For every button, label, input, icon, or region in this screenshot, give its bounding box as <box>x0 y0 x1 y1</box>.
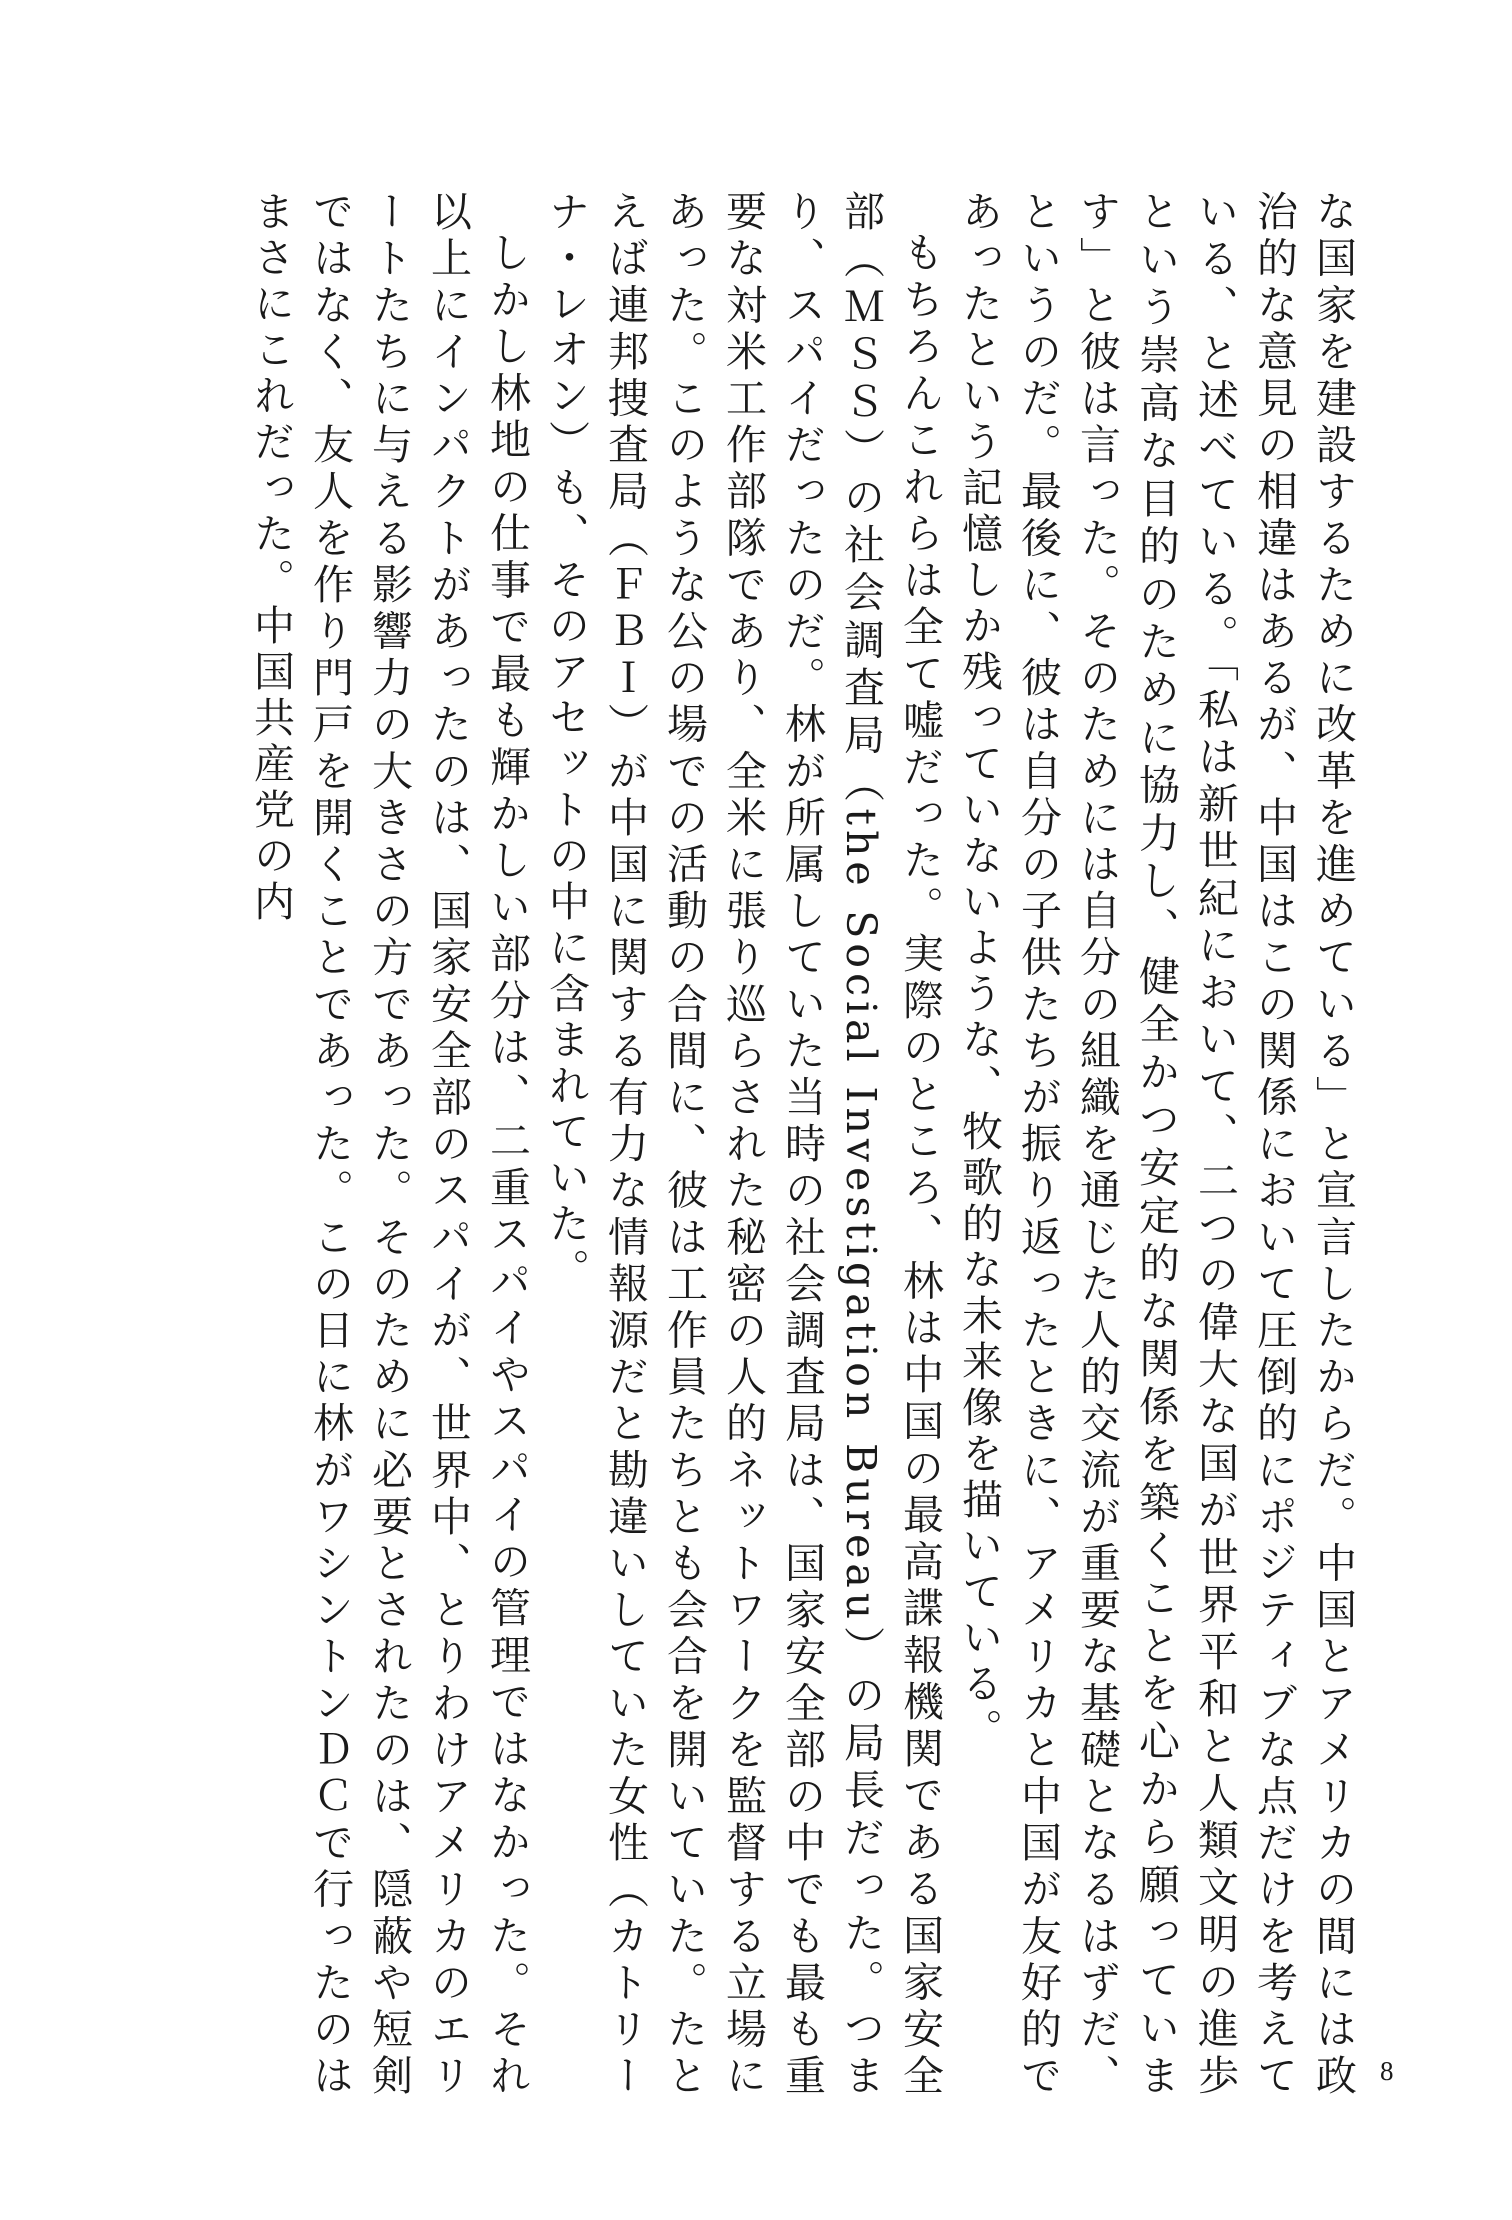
paragraph-2: もちろんこれらは全て嘘だった。実際のところ、林は中国の最高諜報機関である国家安全部（ＭＳＳ）の社会調査局（the Social Investigation Bureau）の局長だった。つまり、スパイだったのだ。林が所属していた当時の社会調査局は、国家安全部の中でも最も重要な対米工作部隊であり、全米に張り巡らされた秘密の人的ネットワークを監督する立場にあった。このような公の場での活動の合間に、彼は工作員たちとも会合を開いていた。たとえば連邦捜査局（ＦＢＩ）が中国に関する有力な情報源だと勘違いしていた女性（カトリーナ・レオン）も、そのアセットの中に含まれていた。 <box>542 190 944 2100</box>
paragraph-1: な国家を建設するために改革を進めている」と宣言したからだ。中国とアメリカの間には政治的な意見の相違はあるが、中国はこの関係において圧倒的にポジティブな点だけを考えている、と述べている。「私は新世紀において、二つの偉大な国が世界平和と人類文明の進歩という崇高な目的のために協力し、健全かつ安定的な関係を築くことを心から願っています」と彼は言った。そのためには自分の組織を通じた人的交流が重要な基礎となるはずだ、というのだ。最後に、彼は自分の子供たちが振り返ったときに、アメリカと中国が友好的であったという記憶しか残っていないような、牧歌的な未来像を描いている。 <box>955 190 1357 2100</box>
vertical-text-body <box>132 190 1362 2100</box>
paragraph-3: しかし林地の仕事で最も輝かしい部分は、二重スパイやスパイの管理ではなかった。それ以上にインパクトがあったのは、国家安全部のスパイが、世界中、とりわけアメリカのエリートたちに与える影響力の大きさの方であった。そのために必要とされたのは、隠蔽や短剣ではなく、友人を作り門戸を開くことであった。この日に林がワシントンＤＣで行ったのはまさにこれだった。中国共産党の内 <box>247 190 531 2100</box>
page-number: 8 <box>1380 2056 1394 2086</box>
